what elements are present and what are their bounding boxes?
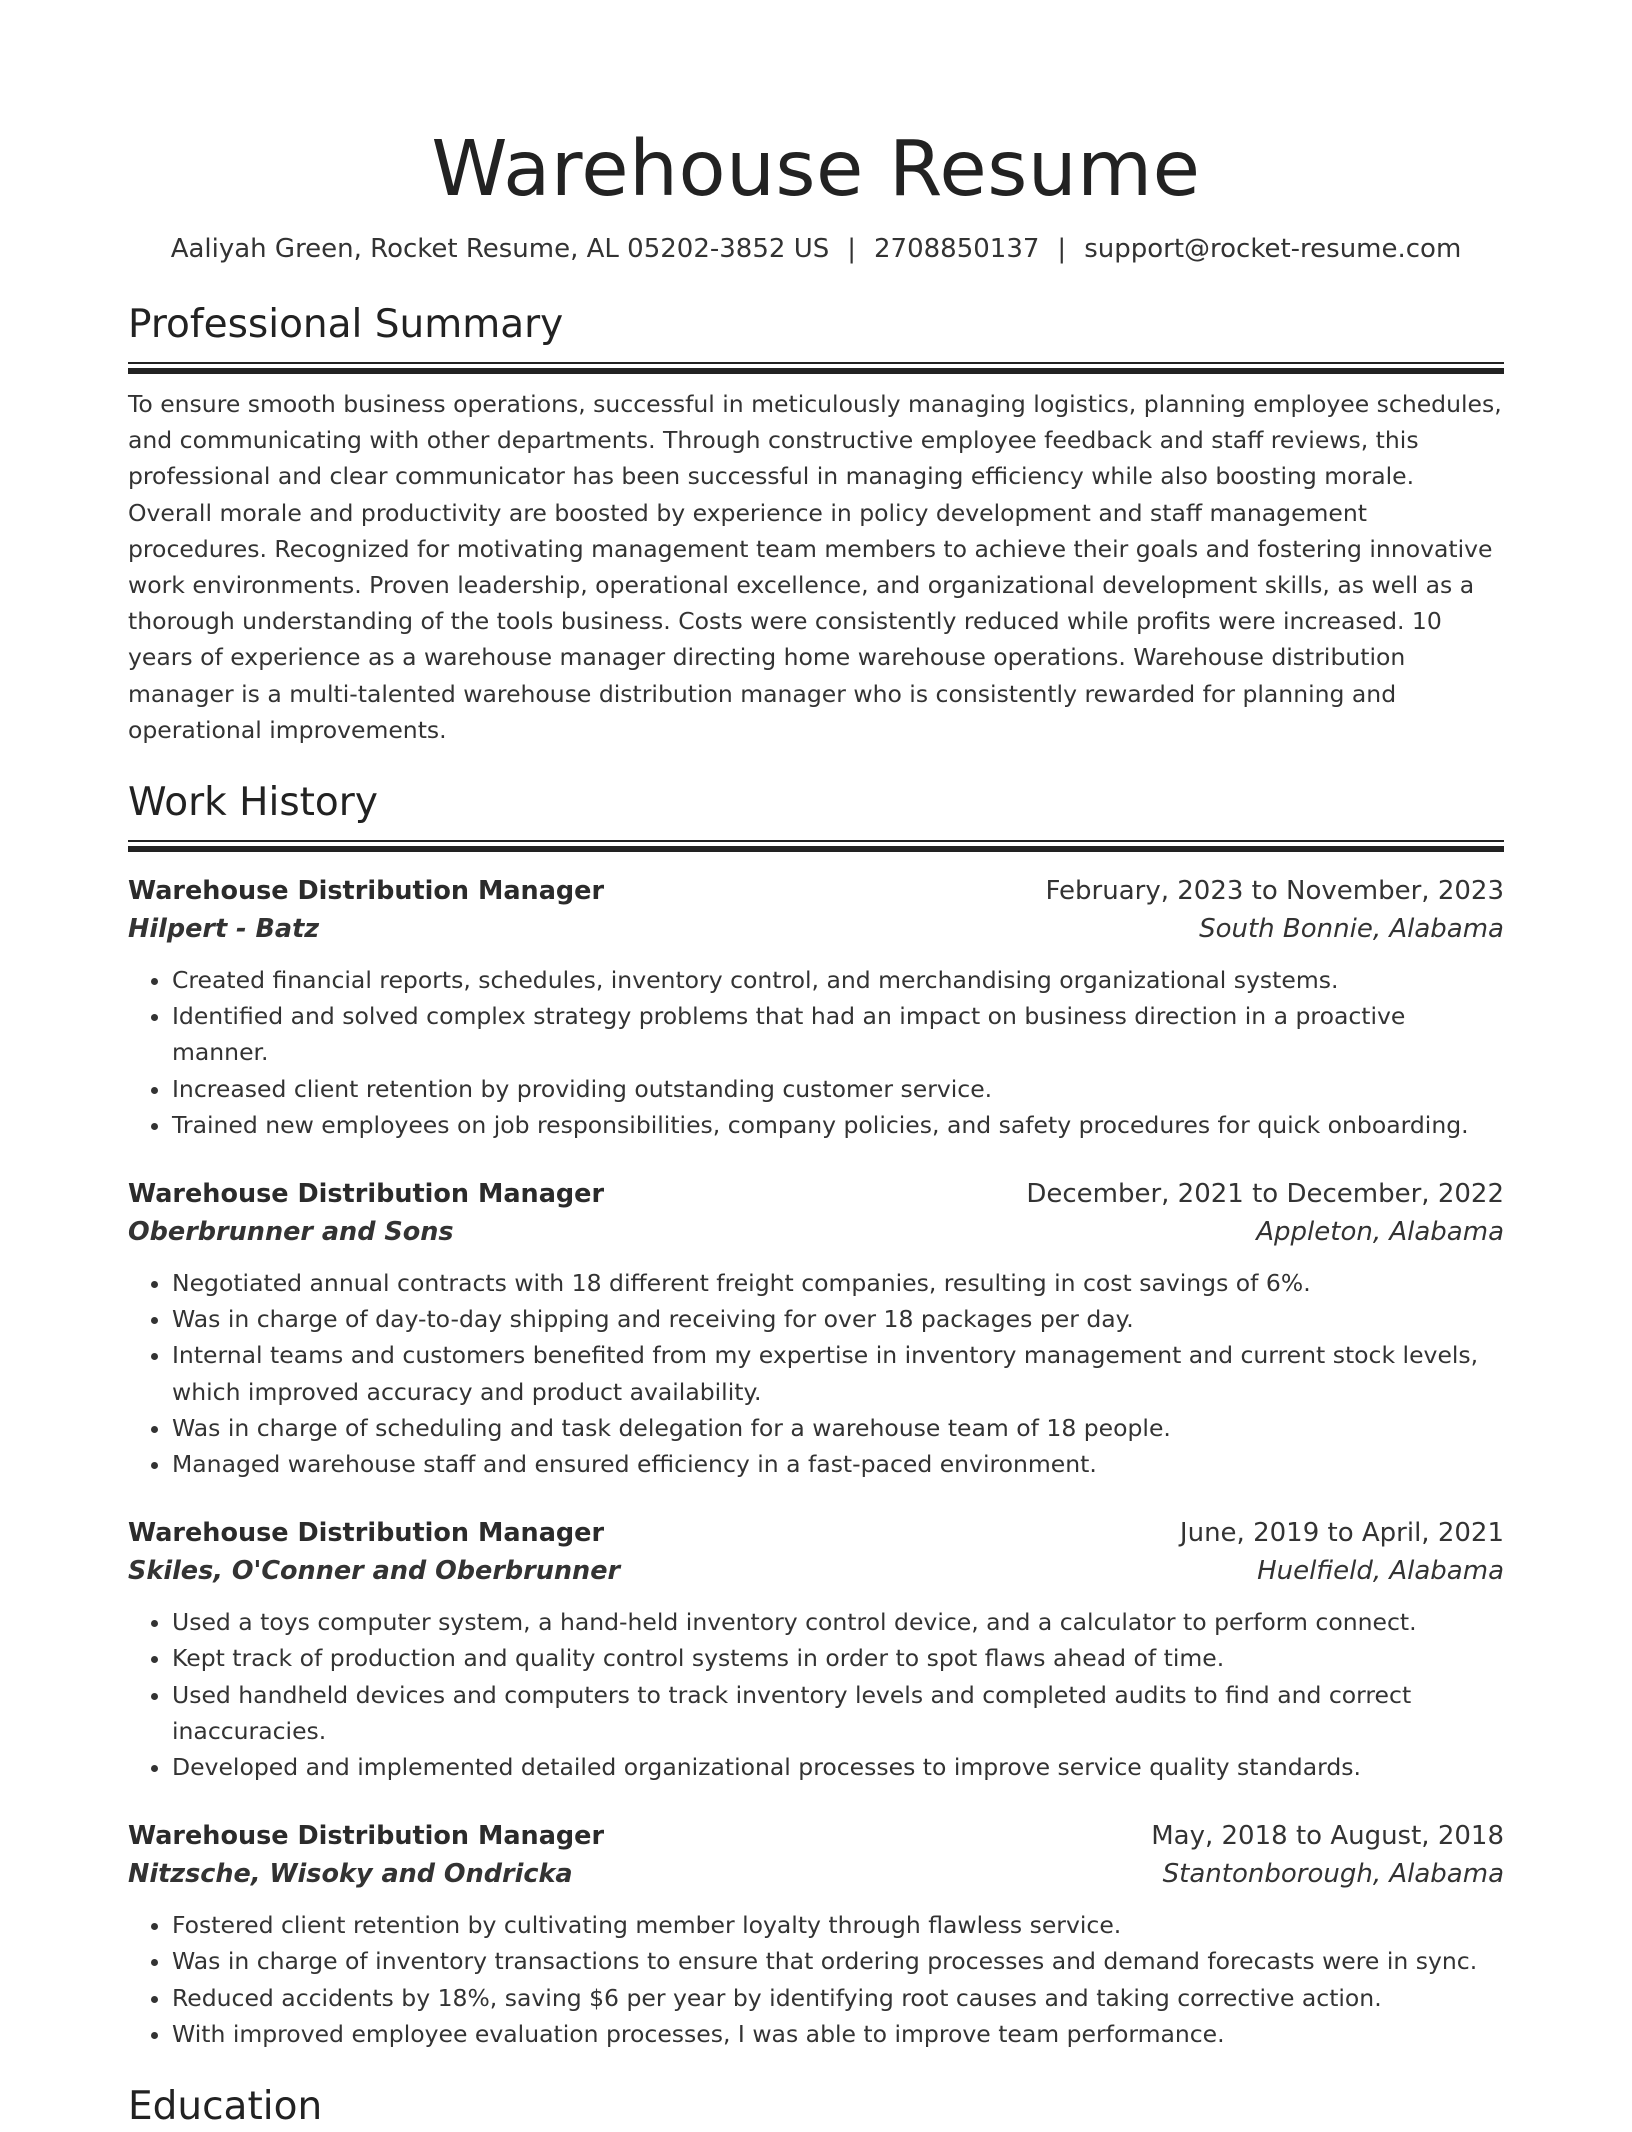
job-dates: June, 2019 to April, 2021 xyxy=(1179,1518,1504,1549)
job-company-row xyxy=(128,910,1504,948)
job-dates: May, 2018 to August, 2018 xyxy=(1151,1821,1504,1852)
resume-page xyxy=(128,120,1504,2132)
job-bullet: • Was in charge of inventory transactions to ensure that ordering processes and demand forecasts were in sync. xyxy=(172,1943,1504,1979)
contact-address: Aaliyah Green, Rocket Resume, AL 05202-3852 US xyxy=(170,234,830,264)
job-bullet: • Trained new employees on job responsibilities, company policies, and safety procedures for quick onboarding. xyxy=(172,1107,1504,1143)
job-entry xyxy=(128,1817,1504,2052)
work-history-section xyxy=(128,778,1504,2052)
job-company: Oberbrunner and Sons xyxy=(128,1217,454,1248)
job-bullet: • Used a toys computer system, a hand-held inventory control device, and a calculator to perform connect. xyxy=(172,1604,1504,1640)
job-title: Warehouse Distribution Manager xyxy=(128,1179,605,1210)
job-bullet: • Internal teams and customers benefited from my expertise in inventory management and current stock levels, which improved accuracy and product availability. xyxy=(172,1337,1504,1409)
job-bullets xyxy=(128,1604,1504,1785)
section-heading-education: Education xyxy=(128,2084,323,2130)
job-bullet: • Managed warehouse staff and ensured efficiency in a fast-paced environment. xyxy=(172,1446,1504,1482)
job-bullet: • Created financial reports, schedules, inventory control, and merchandising organizational systems. xyxy=(172,962,1504,998)
job-dates: February, 2023 to November, 2023 xyxy=(1045,876,1504,907)
job-location: South Bonnie, Alabama xyxy=(1199,914,1504,945)
job-entry xyxy=(128,1175,1504,1482)
job-bullet: • Kept track of production and quality control systems in order to spot flaws ahead of time. xyxy=(172,1640,1504,1676)
job-bullet: • Identified and solved complex strategy problems that had an impact on business direction in a proactive manner. xyxy=(172,998,1504,1070)
education-section xyxy=(128,2082,1504,2132)
job-company-row xyxy=(128,1552,1504,1590)
job-bullet: • Negotiated annual contracts with 18 different freight companies, resulting in cost savings of 6%. xyxy=(172,1265,1504,1301)
job-title: Warehouse Distribution Manager xyxy=(128,1821,605,1852)
job-bullet: • Was in charge of day-to-day shipping and receiving for over 18 packages per day. xyxy=(172,1301,1504,1337)
job-title: Warehouse Distribution Manager xyxy=(128,876,605,907)
job-header-row xyxy=(128,1817,1504,1855)
section-divider xyxy=(128,362,1504,374)
contact-email: support@rocket-resume.com xyxy=(1084,234,1462,264)
job-bullet: • Fostered client retention by cultivating member loyalty through flawless service. xyxy=(172,1907,1504,1943)
job-bullet: • Increased client retention by providing outstanding customer service. xyxy=(172,1071,1504,1107)
contact-phone: 2708850137 xyxy=(874,234,1040,264)
job-bullet: • With improved employee evaluation processes, I was able to improve team performance. xyxy=(172,2016,1504,2052)
section-divider xyxy=(128,840,1504,852)
job-header-row xyxy=(128,1514,1504,1552)
contact-separator: | xyxy=(847,234,856,264)
job-company: Skiles, O'Conner and Oberbrunner xyxy=(128,1556,621,1587)
job-bullet: • Was in charge of scheduling and task delegation for a warehouse team of 18 people. xyxy=(172,1410,1504,1446)
job-title: Warehouse Distribution Manager xyxy=(128,1518,605,1549)
job-entry xyxy=(128,872,1504,1143)
summary-text: To ensure smooth business operations, successful in meticulously managing logistics, planning employee schedules, and communicating with other departments. Through constructive employee feedback and staff reviews, this professional and clear communicator has been successful in managing efficiency while also boosting morale. Overall morale and productivity are boosted by experience in policy development and staff management procedures. Recognized for motivating management team members to achieve their goals and fostering innovative work environments. Proven leadership, operational excellence, and organizational development skills, as well as a thorough understanding of the tools business. Costs were consistently reduced while profits were increased. 10 years of experience as a warehouse manager directing home warehouse operations. Warehouse distribution manager is a multi-talented warehouse distribution manager who is consistently rewarded for planning and operational improvements. xyxy=(128,390,1502,744)
contact-line xyxy=(128,232,1504,266)
job-entry xyxy=(128,1514,1504,1785)
job-location: Appleton, Alabama xyxy=(1256,1217,1504,1248)
section-heading-work-history: Work History xyxy=(128,780,378,826)
job-company: Nitzsche, Wisoky and Ondricka xyxy=(128,1859,573,1890)
job-header-row xyxy=(128,1175,1504,1213)
job-bullet: • Used handheld devices and computers to track inventory levels and completed audits to find and correct inaccuracies. xyxy=(172,1677,1504,1749)
job-location: Huelfield, Alabama xyxy=(1257,1556,1504,1587)
job-bullets xyxy=(128,962,1504,1143)
resume-title: Warehouse Resume xyxy=(431,125,1201,214)
job-bullets xyxy=(128,1907,1504,2052)
job-company-row xyxy=(128,1855,1504,1893)
contact-separator: | xyxy=(1057,234,1067,264)
job-bullet: • Developed and implemented detailed organizational processes to improve service quality standards. xyxy=(172,1749,1504,1785)
section-heading-summary: Professional Summary xyxy=(128,302,564,347)
job-header-row xyxy=(128,872,1504,910)
job-company-row xyxy=(128,1213,1504,1251)
job-bullets xyxy=(128,1265,1504,1482)
job-company: Hilpert - Batz xyxy=(128,914,320,945)
job-dates: December, 2021 to December, 2022 xyxy=(1026,1179,1504,1210)
professional-summary-section xyxy=(128,300,1504,748)
job-bullet: • Reduced accidents by 18%, saving $6 per year by identifying root causes and taking corrective action. xyxy=(172,1980,1504,2016)
job-location: Stantonborough, Alabama xyxy=(1162,1859,1504,1890)
